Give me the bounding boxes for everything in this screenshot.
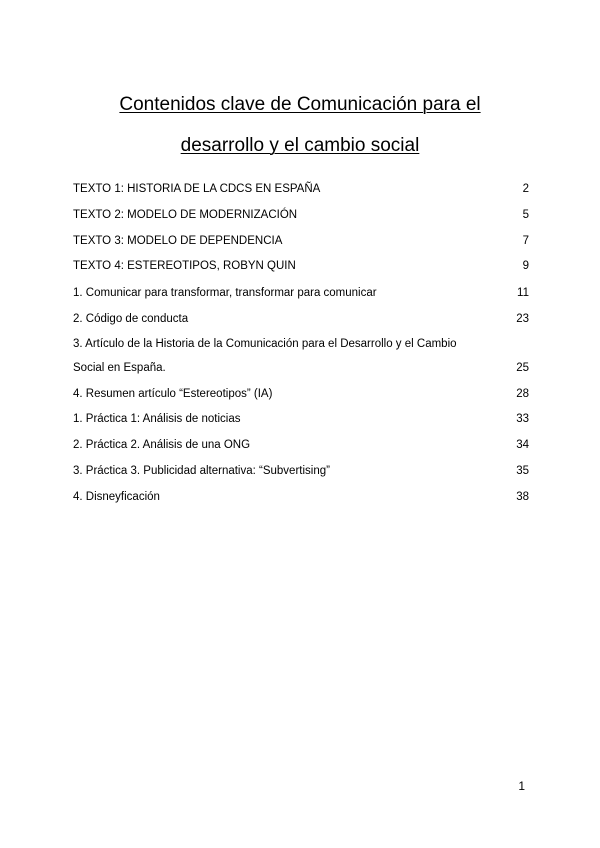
toc-entry-title: 4. Resumen artículo “Estereotipos” (IA) [73, 388, 273, 400]
toc-entry-page: 11 [517, 287, 529, 299]
toc-entry-title: TEXTO 4: ESTEREOTIPOS, ROBYN QUIN [73, 260, 296, 272]
toc-entry-page: 25 [516, 362, 529, 374]
toc-entry-title: 2. Práctica 2. Análisis de una ONG [73, 439, 251, 451]
toc-entry-page: 9 [522, 260, 529, 272]
document-title-line-2: desarrollo y el cambio social [180, 135, 420, 156]
toc-entry-page: 34 [516, 439, 529, 451]
toc-entry-title: 3. Artículo de la Historia de la Comunicación para el Desarrollo y el Cambio [73, 338, 457, 350]
toc-entry-page: 35 [516, 465, 529, 477]
toc-entry-page: 23 [516, 313, 529, 325]
toc-entry-title: TEXTO 2: MODELO DE MODERNIZACIÓN [73, 209, 298, 221]
document-title-line-1: Contenidos clave de Comunicación para el [119, 94, 481, 115]
toc-entry-page: 38 [516, 491, 529, 503]
toc-entry-page: 7 [522, 235, 529, 247]
toc-entry-title: TEXTO 3: MODELO DE DEPENDENCIA [73, 235, 283, 247]
toc-entry-title: TEXTO 1: HISTORIA DE LA CDCS EN ESPAÑA [73, 183, 321, 195]
toc-entry-title: 3. Práctica 3. Publicidad alternativa: “Subvertising” [73, 465, 330, 477]
toc-entry-page: 2 [522, 183, 529, 195]
toc-entry-title: 4. Disneyficación [73, 491, 160, 503]
toc-entry-page: 5 [522, 209, 529, 221]
toc-entry-page: 33 [516, 413, 529, 425]
toc-entry-title: 2. Código de conducta [73, 313, 189, 325]
toc-entry-page: 28 [516, 388, 529, 400]
toc-entry-title-continued: Social en España. [73, 362, 166, 374]
toc-entry-title: 1. Comunicar para transformar, transformar para comunicar [73, 287, 377, 299]
toc-entry-title: 1. Práctica 1: Análisis de noticias [73, 413, 241, 425]
page-number: 1 [518, 779, 525, 793]
